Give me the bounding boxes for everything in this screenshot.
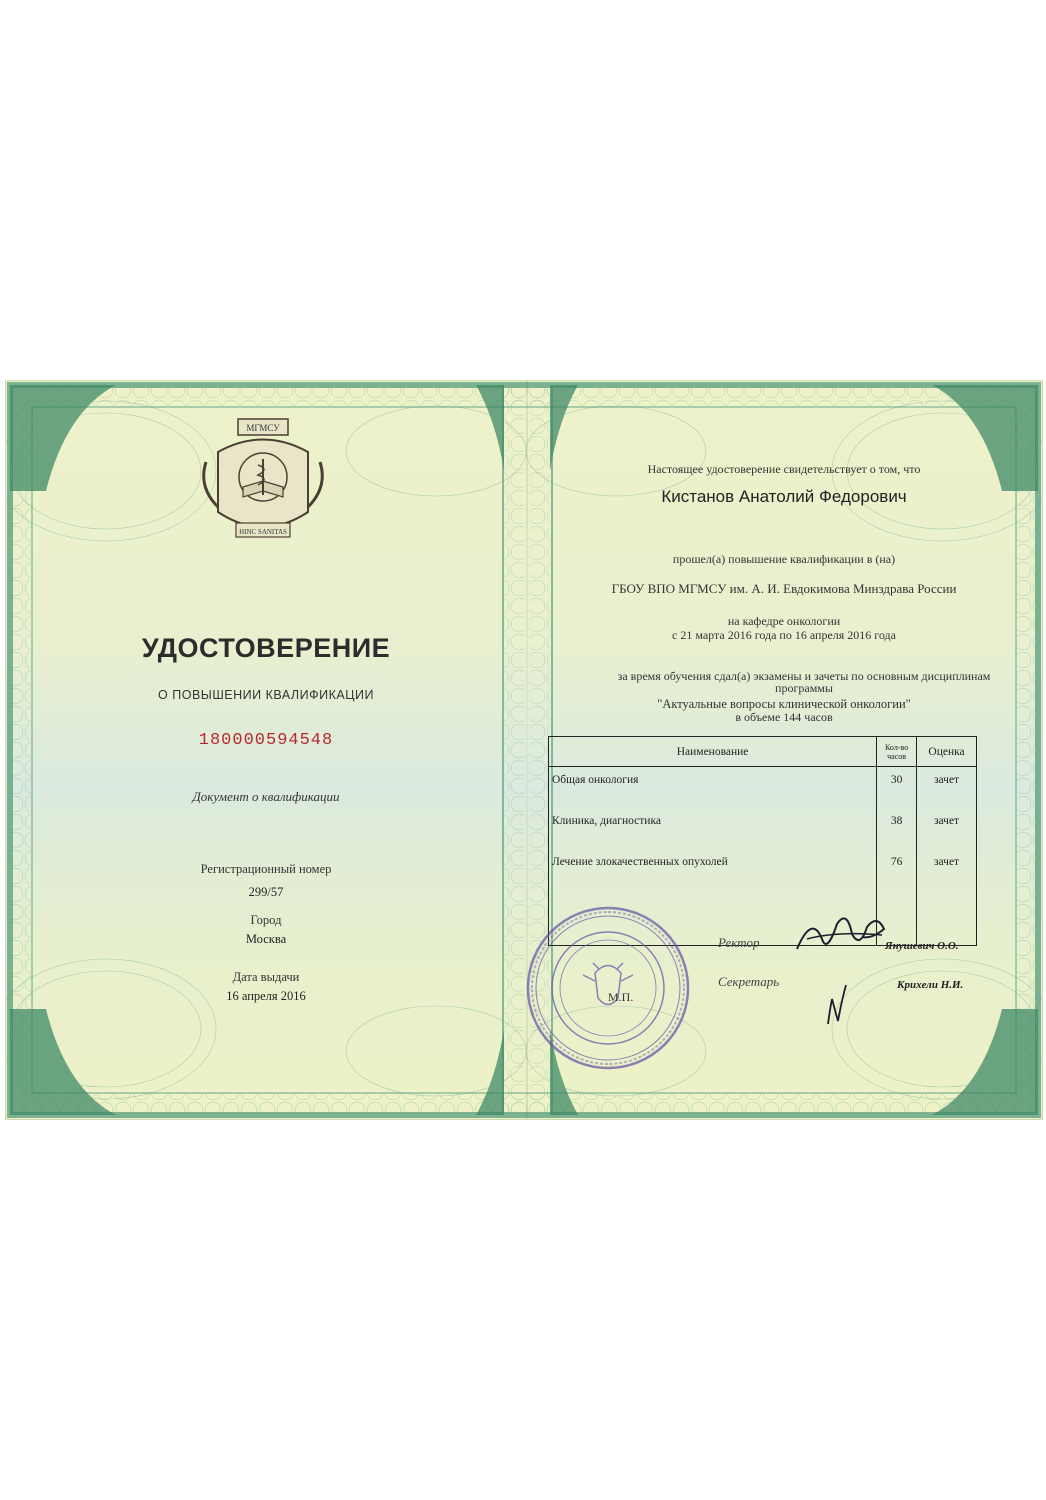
department-text: на кафедре онкологии — [727, 614, 841, 628]
header-hours-line2: часов — [887, 751, 907, 761]
document-subtitle: О ПОВЫШЕНИИ КВАЛИФИКАЦИИ — [158, 688, 374, 702]
secretary-name: Крихели Н.И. — [897, 979, 964, 991]
header-hours — [877, 737, 917, 767]
rector-signature — [792, 909, 892, 959]
header-grade: Оценка — [917, 737, 977, 767]
registration-label: Регистрационный номер — [200, 862, 332, 876]
seal-mark: М.П. — [608, 990, 634, 1004]
period-text: с 21 марта 2016 года по 16 апреля 2016 года — [672, 628, 896, 642]
rector-name: Янушевич О.О. — [885, 940, 959, 952]
registration-number: 299/57 — [248, 885, 284, 899]
table-row — [549, 808, 977, 849]
university-crest-icon — [198, 417, 328, 547]
crest-motto: HINC SANITAS — [239, 528, 287, 536]
table-header-row — [549, 737, 977, 767]
recipient-name: Кистанов Анатолий Федорович — [661, 487, 907, 506]
program-title: "Актуальные вопросы клинической онкологии" — [657, 697, 911, 711]
header-hours-line1: Кол-во — [884, 742, 909, 752]
discipline-name: Общая онкология — [549, 767, 877, 809]
serial-number: 180000594548 — [198, 731, 334, 750]
discipline-hours: 76 — [877, 849, 917, 890]
institution-name: ГБОУ ВПО МГМСУ им. А. И. Евдокимова Минздрава России — [611, 581, 957, 596]
crest-top-text: МГМСУ — [246, 423, 280, 433]
city-value: Москва — [245, 932, 287, 946]
secretary-label: Секретарь — [718, 974, 780, 989]
exams-text: за время обучения сдал(а) экзамены и зачеты по основным дисциплинам — [617, 669, 991, 683]
document-kind: Документ о квалификации — [192, 789, 340, 804]
intro-text: Настоящее удостоверение свидетельствует о том, что — [647, 462, 921, 476]
discipline-hours: 30 — [877, 767, 917, 809]
program-volume: в объеме 144 часов — [735, 710, 833, 724]
official-round-stamp-icon — [523, 903, 693, 1073]
document-title: УДОСТОВЕРЕНИЕ — [141, 633, 391, 663]
rector-label: Ректор — [718, 935, 760, 950]
issue-date-label: Дата выдачи — [232, 970, 300, 984]
table-row — [549, 767, 977, 809]
completed-text: прошел(а) повышение квалификации в (на) — [672, 552, 896, 566]
discipline-hours: 38 — [877, 808, 917, 849]
table-row — [549, 849, 977, 890]
certificate — [6, 381, 1042, 1119]
issue-date-value: 16 апреля 2016 — [226, 989, 306, 1003]
discipline-grade: зачет — [917, 767, 977, 809]
discipline-grade: зачет — [917, 808, 977, 849]
secretary-signature — [818, 979, 858, 1029]
header-name: Наименование — [549, 737, 877, 767]
program-word: программы — [775, 681, 833, 695]
discipline-name: Лечение злокачественных опухолей — [549, 849, 877, 890]
discipline-name: Клиника, диагностика — [549, 808, 877, 849]
discipline-grade: зачет — [917, 849, 977, 890]
city-label: Город — [250, 913, 282, 927]
